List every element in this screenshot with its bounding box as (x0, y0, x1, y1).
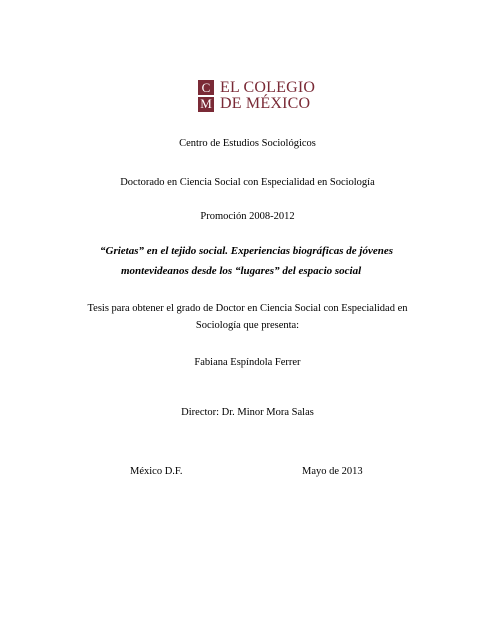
place: México D.F. (130, 466, 183, 477)
director-name: Director: Dr. Minor Mora Salas (181, 407, 314, 418)
logo-line-1: EL COLEGIO (220, 79, 316, 96)
thesis-title-line-2: montevideanos desde los “lugares” del espacio social (121, 265, 362, 277)
institution-logo (198, 79, 315, 113)
date: Mayo de 2013 (302, 466, 363, 477)
thesis-purpose-line-2: Sociología que presenta: (195, 320, 300, 331)
thesis-purpose-line-1: Tesis para obtener el grado de Doctor en Ciencia Social con Especialidad en (87, 303, 408, 314)
program-name: Doctorado en Ciencia Social con Especialidad en Sociología (120, 177, 375, 188)
logo-mark-icon (198, 80, 214, 112)
author-name: Fabiana Espíndola Ferrer (194, 357, 301, 368)
logo-line-2: DE MÉXICO (220, 95, 311, 112)
logo-mark-top-letter: C (199, 81, 213, 95)
center-name: Centro de Estudios Sociológicos (179, 138, 316, 149)
logo-mark-bottom-letter: M (200, 96, 212, 111)
promotion: Promoción 2008-2012 (200, 211, 295, 222)
logo-wordmark (220, 80, 315, 112)
thesis-title-line-1: “Grietas” en el tejido social. Experiencias biográficas de jóvenes (100, 245, 393, 257)
